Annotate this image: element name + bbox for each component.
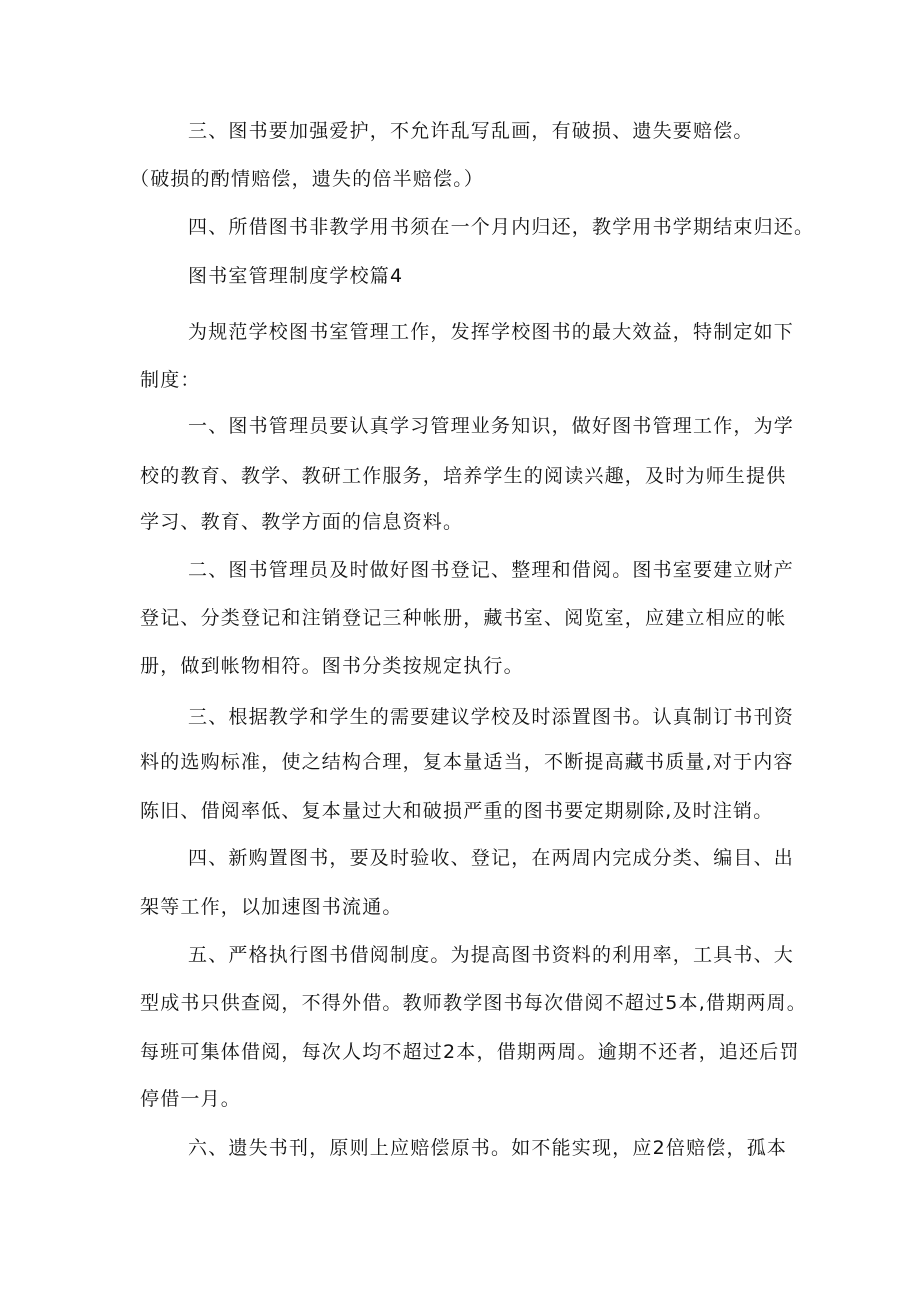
paragraph-line: 停借一月。 xyxy=(140,1088,242,1110)
paragraph-line: 每班可集体借阅，每次人均不超过2本，借期两周。逾期不还者，追还后罚 xyxy=(140,1041,800,1063)
section-heading: 图书室管理制度学校篇4 xyxy=(188,265,404,287)
paragraph-line: 四、所借图书非教学用书须在一个月内归还，教学用书学期结束归还。 xyxy=(188,216,815,238)
paragraph-line: 五、严格执行图书借阅制度。为提高图书资料的利用率，工具书、大 xyxy=(188,944,795,966)
paragraph-line: 三、图书要加强爱护，不允许乱写乱画，有破损、遗失要赔偿。 xyxy=(188,120,754,142)
paragraph-line: 为规范学校图书室管理工作，发挥学校图书的最大效益，特制定如下 xyxy=(188,321,795,343)
paragraph-line: 二、图书管理员及时做好图书登记、整理和借阅。图书室要建立财产 xyxy=(188,559,795,581)
paragraph-line: 学习、教育、教学方面的信息资料。 xyxy=(140,511,464,533)
paragraph-line: 料的选购标准，使之结构合理，复本量适当，不断提高藏书质量,对于内容 xyxy=(140,751,794,773)
paragraph-line: 型成书只供查阅，不得外借。教师教学图书每次借阅不超过5本,借期两周。 xyxy=(140,992,807,1014)
paragraph-line: 册，做到帐物相符。图书分类按规定执行。 xyxy=(140,655,524,677)
paragraph-line: 陈旧、借阅率低、复本量过大和破损严重的图书要定期剔除,及时注销。 xyxy=(140,800,774,822)
paragraph-line: 架等工作，以加速图书流通。 xyxy=(140,896,403,918)
paragraph-line: 六、遗失书刊，原则上应赔偿原书。如不能实现，应2倍赔偿，孤本 xyxy=(188,1137,788,1159)
paragraph-line: 校的教育、教学、教研工作服务，培养学生的阅读兴趣，及时为师生提供 xyxy=(140,465,787,487)
paragraph-line: （破损的酌情赔偿，遗失的倍半赔偿。） xyxy=(130,168,485,190)
paragraph-line: 四、新购置图书，要及时验收、登记，在两周内完成分类、编目、出 xyxy=(188,847,795,869)
paragraph-line: 一、图书管理员要认真学习管理业务知识，做好图书管理工作，为学 xyxy=(188,415,795,437)
paragraph-line: 登记、分类登记和注销登记三种帐册，藏书室、阅览室，应建立相应的帐 xyxy=(140,607,787,629)
paragraph-line: 三、根据教学和学生的需要建议学校及时添置图书。认真制订书刊资 xyxy=(188,706,795,728)
paragraph-line: 制度： xyxy=(140,369,201,391)
